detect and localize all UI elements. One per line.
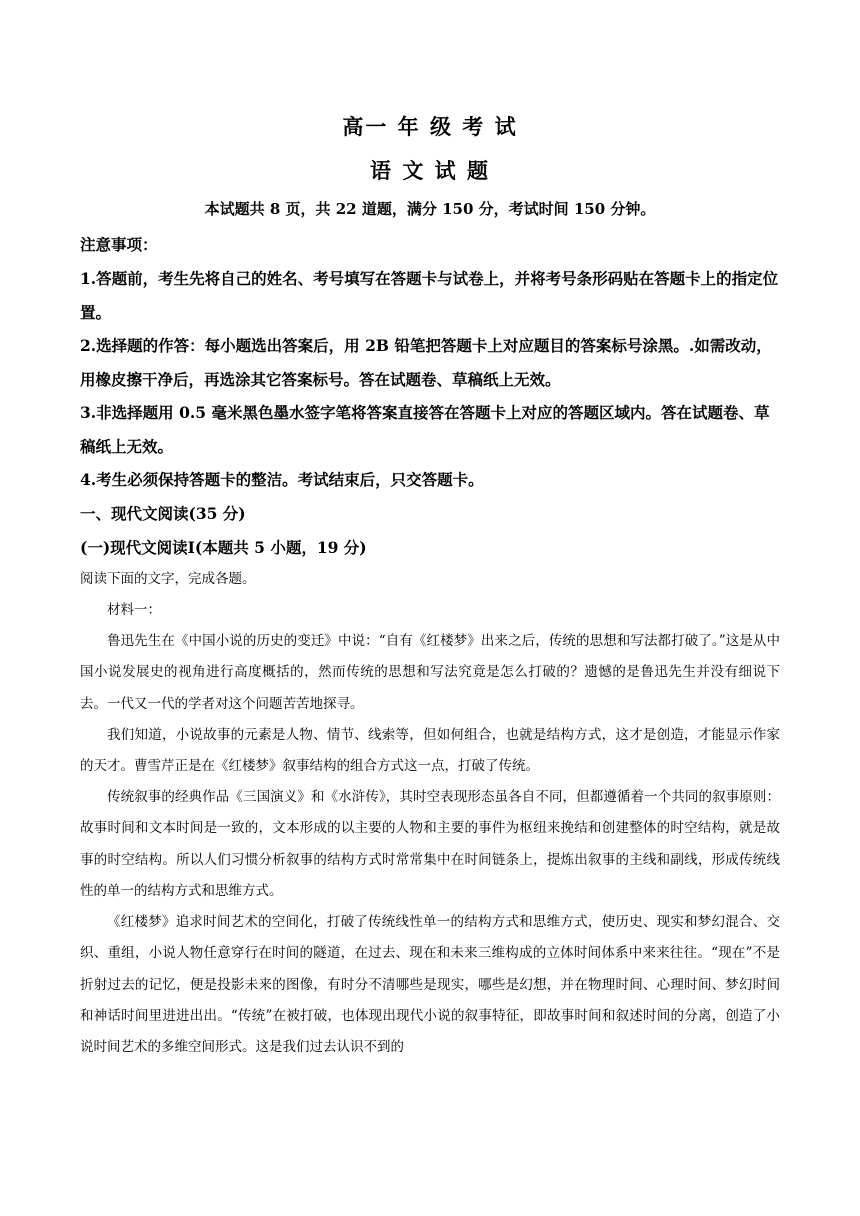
notice-item-2: 2.选择题的作答：每小题选出答案后，用 2B 铅笔把答题卡上对应题目的答案标号涂黑。.如需改动，用橡皮擦干净后，再选涂其它答案标号。答在试题卷、草稿纸上无效。 <box>80 336 772 389</box>
notice-item-3: 3.非选择题用 0.5 毫米黑色墨水签字笔将答案直接答在答题卡上对应的答题区域内。答在试题卷、草稿纸上无效。 <box>80 403 770 456</box>
reading-instruction: 阅读下面的文字，完成各题。 <box>80 571 256 587</box>
notice-item-4: 4.考生必须保持答题卡的整洁。考试结束后，只交答题卡。 <box>80 470 484 489</box>
section-heading: 一、现代文阅读(35 分) <box>80 504 246 523</box>
subsection-heading: (一)现代文阅读Ⅰ(本题共 5 小题，19 分) <box>80 538 367 557</box>
reading-paragraph-1: 鲁迅先生在《中国小说的历史的变迁》中说：“自有《红楼梦》出来之后，传统的思想和写法都打破了。”这是从中国小说发展史的视角进行高度概括的，然而传统的思想和写法究竟是怎么打破的？遗憾的是鲁迅先生并没有细说下去。一代又一代的学者对这个问题苦苦地探寻。 <box>80 633 780 712</box>
reading-paragraph-2: 我们知道，小说故事的元素是人物、情节、线索等，但如何组合，也就是结构方式，这才是创造，才能显示作家的天才。曹雪芹正是在《红楼梦》叙事结构的组合方式这一点，打破了传统。 <box>80 727 780 775</box>
subject-title: 语 文 试 题 <box>370 158 490 183</box>
reading-paragraph-3: 传统叙事的经典作品《三国演义》和《水浒传》，其时空表现形态虽各自不同，但都遵循着一个共同的叙事原则：故事时间和文本时间是一致的，文本形成的以主要的人物和主要的事件为枢纽来挽结和创建整体的时空结构，就是故事的时空结构。所以人们习惯分析叙事的结构方式时常常集中在时间链条上，提炼出叙事的主线和副线，形成传统线性的单一的结构方式和思维方式。 <box>80 789 780 899</box>
exam-summary: 本试题共 8 页，共 22 道题，满分 150 分，考试时间 150 分钟。 <box>204 200 656 218</box>
material-label: 材料一： <box>107 602 161 618</box>
reading-paragraph-4: 《红楼梦》追求时间艺术的空间化，打破了传统线性单一的结构方式和思维方式，使历史、现实和梦幻混合、交织、重组，小说人物任意穿行在时间的隧道，在过去、现在和未来三维构成的立体时间体系中来来往往。“现在”不是折射过去的记忆，便是投影未来的图像，有时分不清哪些是现实，哪些是幻想，并在物理时间、心理时间、梦幻时间和神话时间里进进出出。“传统”在被打破，也体现出现代小说的叙事特征，即故事时间和叙述时间的分离，创造了小说时间艺术的多维空间形式。这是我们过去认识不到的 <box>80 914 780 1056</box>
exam-title: 高一 年 级 考 试 <box>342 114 518 139</box>
notice-heading: 注意事项： <box>80 235 158 254</box>
notice-item-1: 1.答题前，考生先将自己的姓名、考号填写在答题卡与试卷上，并将考号条形码贴在答题卡上的指定位置。 <box>80 269 779 322</box>
